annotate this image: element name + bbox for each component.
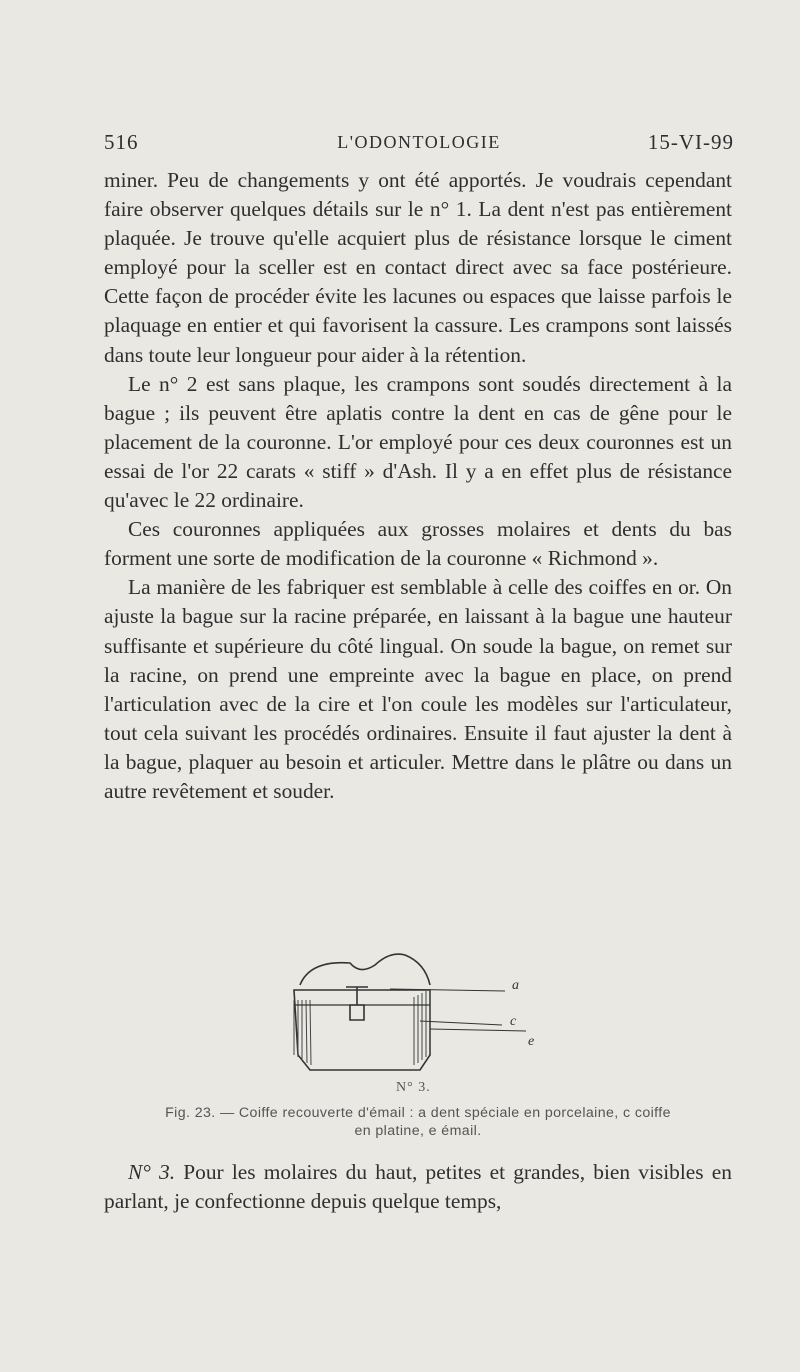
figure-label-a: a	[512, 978, 519, 993]
paragraph-4: La manière de les fabriquer est semblable à celle des coiffes en or. On ajuste la bague sur la racine préparée, en laissant à la bague une hauteur suffisante et supérieure du côté lingual. On soude la bague, on remet sur la racine, on prend une empreinte avec la bague en place, on prend l'articulation avec de la cire et l'on coule les modèles sur l'articulateur, tout cela suivant les procédés ordinaires. Ensuite il faut ajuster la dent à la bague, plaquer au besoin et articuler. Mettre dans le plâtre ou dans un autre revêtement et souder.	[104, 575, 732, 803]
final-paragraph-lead: N° 3.	[128, 1160, 176, 1184]
figure-label-c: c	[510, 1014, 517, 1029]
figure-label-e: e	[528, 1034, 535, 1049]
body-text	[104, 166, 732, 806]
paragraph-3: Ces couronnes appliquées aux grosses molaires et dents du bas forment une sorte de modification de la couronne « Richmond ».	[104, 517, 732, 571]
paragraph-2: Le n° 2 est sans plaque, les crampons sont soudés directement à la bague ; ils peuvent être aplatis contre la dent en cas de gêne pour le placement de la couronne. L'or employé pour ces deux couronnes est un essai de l'or 22 carats « stiff » d'Ash. Il y a en effet plus de résistance qu'avec le 22 ordinaire.	[104, 371, 732, 513]
final-paragraph-text: Pour les molaires du haut, petites et grandes, bien visibles en parlant, je confectionne depuis quelque temps,	[104, 1160, 732, 1213]
final-paragraph	[104, 1158, 732, 1216]
figure-number: N° 3.	[396, 1080, 431, 1095]
issue-date: 15-VI-99	[647, 130, 734, 154]
crown-illustration	[280, 945, 560, 1085]
journal-title: L'ODONTOLOGIE	[337, 132, 501, 152]
figure-caption	[104, 1104, 732, 1140]
running-head	[104, 130, 734, 160]
page-number: 516	[104, 130, 139, 154]
caption-line-2: en platine, e émail.	[354, 1123, 482, 1139]
paragraph-1: miner. Peu de changements y ont été apportés. Je voudrais cependant faire observer quelques détails sur le n° 1. La dent n'est pas entièrement plaquée. Je trouve qu'elle acquiert plus de résistance lorsque le ciment employé pour la sceller est en contact direct avec sa face postérieure. Cette façon de procéder évite les lacunes ou espaces que laisse parfois le plaquage en entier et qui favorisent la cassure. Les crampons sont laissés dans toute leur longueur pour aider à la rétention.	[104, 168, 732, 367]
caption-line-1: Fig. 23. — Coiffe recouverte d'émail : a dent spéciale en porcelaine, c coiffe	[165, 1105, 671, 1121]
